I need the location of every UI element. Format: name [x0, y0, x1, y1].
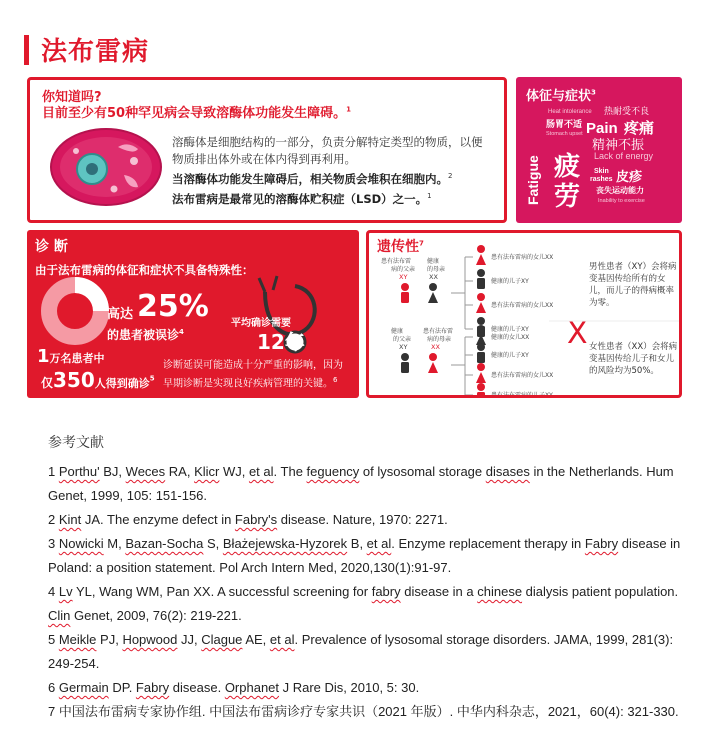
family1-child-1-head — [477, 269, 485, 277]
family2-child-label-3: 患有法布雷病的儿子XY — [491, 392, 553, 399]
fatigue-en: Fatigue — [525, 155, 541, 205]
skin-cn: 皮疹 — [616, 170, 643, 185]
reference-item: 6 Germain DP. Fabry disease. Orphanet J Rare Dis, 2010, 5: 30. — [48, 680, 420, 695]
fatigue-cn-1: 疲 — [554, 152, 581, 182]
skin-en-2: rashes — [590, 176, 613, 183]
reference-item: 7 中国法布雷病专家协作组. 中国法布雷病诊疗专家共识（2021 年版）. 中华内科杂志，2021，60(4): 321-330. — [48, 704, 679, 719]
fatigue-cn-2: 劳 — [554, 182, 581, 212]
did-you-know-statement: 目前至少有50种罕见病会导致溶酶体功能发生障碍。$^1$ — [42, 105, 351, 121]
father-healthy-body — [401, 362, 409, 373]
family1-child-3-head — [477, 317, 485, 325]
symptoms-panel — [516, 77, 682, 223]
father-healthy-label: 健康 — [391, 328, 404, 335]
lysosome-description — [172, 134, 502, 208]
stomach-en: Stomach upset — [546, 131, 583, 137]
skin-en-1: Skin — [594, 168, 609, 175]
pain-cn: 疼痛 — [624, 119, 655, 137]
family2-child-2-body — [476, 372, 486, 383]
exercise-cn: 丧失运动能力 — [596, 186, 644, 195]
father-healthy-xy: XY — [399, 343, 408, 351]
family2-child-2-head — [477, 363, 485, 371]
father-sick-head — [401, 283, 409, 291]
reference-item: 5 Meikle PJ, Hopwood JJ, Clague AE, et al. Prevalence of lysosomal storage disorders. JAMA, 1999, 281(3): 249-254. — [48, 632, 674, 671]
reference-item: 2 Kint JA. The enzyme defect in Fabry's disease. Nature, 1970: 2271. — [48, 512, 448, 527]
diagnosis-panel — [27, 230, 359, 398]
cell-lysosome-1 — [130, 157, 138, 165]
references-list — [48, 460, 700, 724]
mother-healthy-label: 健康 — [427, 258, 440, 265]
misdiagnosis-stat — [107, 289, 209, 324]
stomach-cn: 肠胃不适 — [546, 120, 583, 130]
lysosome-line-2: 物质排出体外或在体内得到再利用。 — [172, 152, 356, 166]
pain-en: Pain — [586, 120, 618, 137]
chromosome-x-icon: X — [567, 316, 588, 351]
mother-healthy-xx: XX — [429, 273, 438, 281]
genetics-heading: 遗传性$^7$ — [377, 239, 424, 255]
lysosome-line-3: 当溶酶体功能发生障碍后，相关物质会堆积在细胞内。$^2$ — [172, 171, 453, 186]
genetics-panel — [366, 230, 682, 398]
mother-sick-xx: XX — [431, 343, 440, 351]
male-inheritance-text: 男性患者（XY）会将病变基因传给所有的女儿，而儿子的得病概率为零。 — [589, 262, 677, 308]
family2-child-label-1: 健康的儿子XY — [491, 352, 529, 359]
mother-sick-head — [429, 353, 437, 361]
reference-item: 1 Porthu' BJ, Weces RA, Klicr WJ, et al. The feguency of lysosomal storage disases in the Netherlands. Hum Genet, 1999, 105: 151-156. — [48, 464, 674, 503]
mother-healthy-head — [429, 283, 437, 291]
lysosome-line-4: 法布雷病是最常见的溶酶体贮积症（LSD）之一。$^1$ — [172, 191, 432, 206]
family2-child-3-body — [477, 392, 485, 398]
did-you-know-question: 你知道吗? — [42, 90, 102, 105]
cell-lysosome-2 — [73, 148, 79, 154]
father-sick-xy: XY — [399, 273, 408, 281]
mother-healthy-body — [428, 292, 438, 303]
heat-en: Heat intolerance — [548, 109, 592, 115]
father-sick-label: 患有法布雷 — [381, 258, 412, 265]
page-title-bar — [24, 31, 149, 68]
reference-item: 3 Nowicki M, Bazan-Socha S, Błażejewska-Hyzorek B, et al. Enzyme replacement therapy in Fabry disease in Poland: a position statement. Pol Arch Intern Med, 2020,130(1):91-97. — [48, 536, 681, 575]
father-sick-body — [401, 292, 409, 303]
diagnosis-note: 诊断延误可能造成十分严重的影响，因为 早期诊断是实现良好疾病管理的关键。$^6$ — [163, 360, 343, 390]
energy-en: Lack of energy — [594, 151, 654, 161]
family1-child-0-body — [476, 254, 486, 265]
years-value: 12年 — [257, 330, 305, 354]
family1-tree — [451, 257, 473, 329]
exercise-en: Inability to exercise — [598, 198, 645, 204]
stethoscope-ear — [259, 276, 277, 292]
family2-child-3-head — [477, 383, 485, 391]
mother-healthy-label-2: 的母亲 — [427, 266, 446, 273]
father-healthy-label-2: 的父亲 — [393, 336, 412, 343]
family1-child-2-head — [477, 293, 485, 301]
years-label: 平均确诊需要 — [231, 318, 291, 329]
symptoms-heading: 体征与症状$^3$ — [526, 88, 596, 104]
mother-sick-label-2: 病的母亲 — [427, 336, 452, 343]
diagnosis-intro: 由于法布雷病的体征和症状不具备特殊性： — [35, 263, 254, 277]
symptoms-word-cloud — [516, 77, 682, 223]
family2-child-label-2: 患有法布雷病的女儿XX — [491, 372, 554, 379]
cell-lysosome-3 — [111, 186, 118, 193]
family2-child-1-head — [477, 343, 485, 351]
count-stat: 仅350人得到确诊$^5$ — [41, 368, 155, 392]
family1-child-label-0: 患有法布雷病的女儿XX — [491, 254, 554, 261]
family1-child-1-body — [477, 278, 485, 289]
reference-item: 4 Lv YL, Wang WM, Pan XX. A successful screening for fabry disease in a chinese dialysis patient population. Clin Genet, 2009, 76(2): 219-221. — [48, 584, 679, 623]
diagnosis-heading: 诊 断 — [35, 239, 68, 255]
cell-illustration — [48, 125, 166, 209]
misdiagnosis-suffix: 的患者被误诊$^4$ — [107, 328, 184, 342]
female-inheritance-text: 女性患者（XX）会将病变基因传给儿子和女儿的风险均为50%。 — [589, 342, 678, 376]
family1-child-2-body — [476, 302, 486, 313]
family1-child-label-1: 健康的儿子XY — [491, 278, 529, 285]
did-you-know-panel — [27, 77, 507, 223]
pct-prefix: 高达 — [107, 307, 134, 322]
family2-child-label-0: 健康的女儿XX — [491, 334, 530, 341]
family2-tree — [451, 337, 473, 395]
pct-value: 25% — [137, 289, 209, 324]
million-stat: 1万名患者中 — [37, 346, 105, 367]
family1-child-0-head — [477, 245, 485, 253]
family2-child-0-head — [477, 325, 485, 333]
misdiagnosis-pie-slice — [75, 285, 101, 311]
references-section — [48, 432, 700, 724]
cell-nucleolus — [86, 163, 98, 175]
family1-child-label-3: 健康的儿子XY — [491, 326, 529, 333]
family2-child-1-body — [477, 352, 485, 363]
mother-sick-label: 患有法布雷 — [423, 328, 454, 335]
lysosome-line-1: 溶酶体是细胞结构的一部分，负责分解特定类型的物质，以便 — [172, 135, 483, 149]
father-healthy-head — [401, 353, 409, 361]
family1-child-label-2: 患有法布雷病的女儿XX — [491, 302, 554, 309]
heat-cn: 热耐受不良 — [604, 107, 650, 117]
page-title: 法布雷病 — [41, 37, 150, 67]
references-heading: 参考文献 — [48, 435, 104, 451]
title-accent-bar — [24, 35, 29, 65]
tired-cn: 精神不振 — [592, 138, 645, 153]
mother-sick-body — [428, 362, 438, 373]
father-sick-label-2: 病的父亲 — [391, 266, 416, 273]
